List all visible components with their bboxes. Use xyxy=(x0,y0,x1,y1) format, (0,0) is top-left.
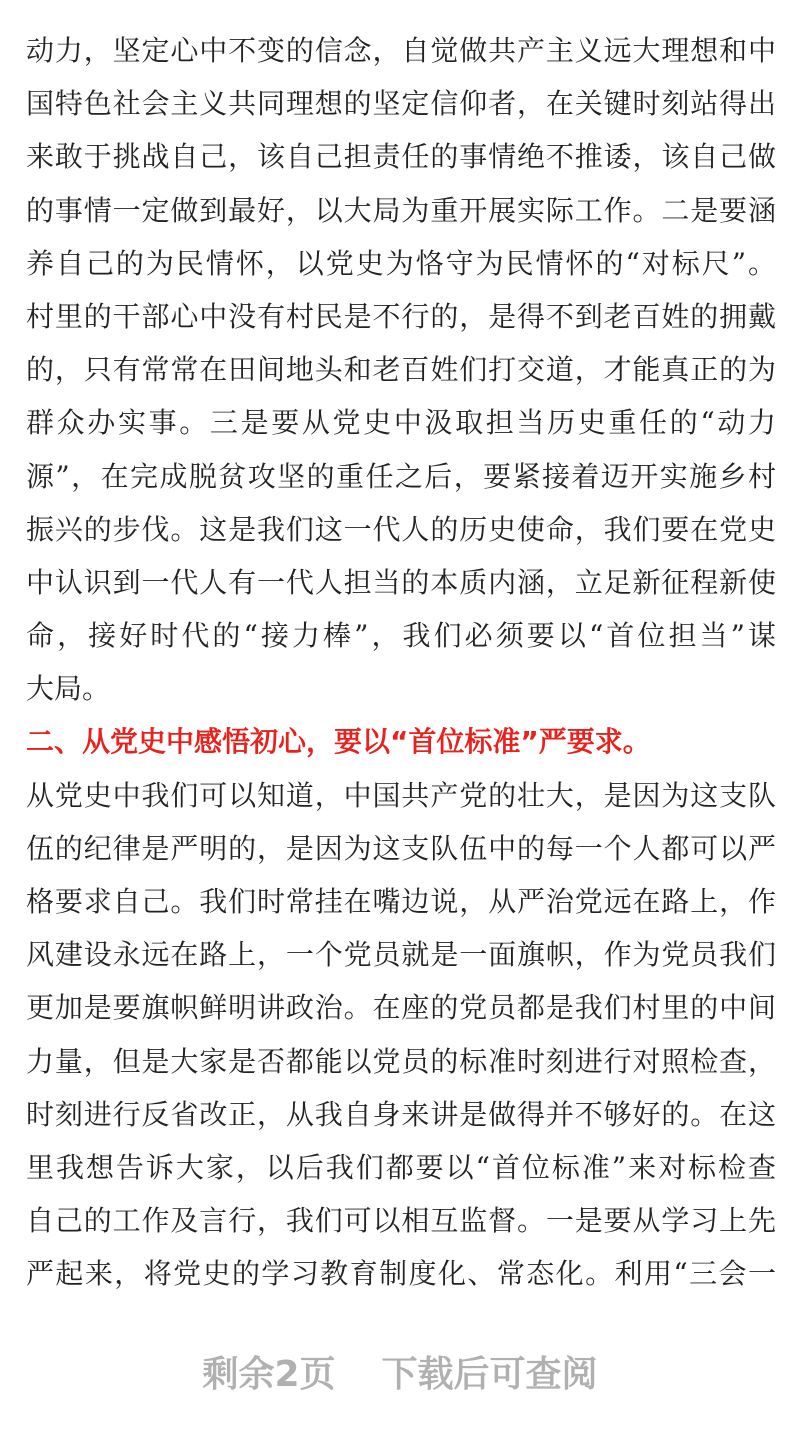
paragraph-line: 力量，但是大家是否都能以党员的标准时刻进行对照检查， xyxy=(26,1044,776,1078)
paragraph-line: 的事情一定做到最好，以大局为重开展实际工作。二是要涵 xyxy=(26,193,776,227)
paragraph-line: 时刻进行反省改正，从我自身来讲是做得并不够好的。在这 xyxy=(26,1097,776,1131)
download-prompt[interactable] xyxy=(0,1350,800,1400)
paragraph-line: 中认识到一代人有一代人担当的本质内涵，立足新征程新使 xyxy=(26,565,776,599)
paragraph-line: 更加是要旗帜鲜明讲政治。在座的党员都是我们村里的中间 xyxy=(26,991,776,1025)
paragraph-line: 风建设永远在路上，一个党员就是一面旗帜，作为党员我们 xyxy=(26,938,776,972)
paragraph-line: 动力，坚定心中不变的信念，自觉做共产主义远大理想和中 xyxy=(26,34,776,67)
paragraph-line: 从党史中我们可以知道，中国共产党的壮大，是因为这支队 xyxy=(26,778,776,812)
download-to-view-label: 下载后可查阅 xyxy=(381,1354,598,1395)
paragraph-line: 群众办实事。三是要从党史中汲取担当历史重任的“动力 xyxy=(26,406,776,440)
paragraph-line: 来敢于挑战自己，该自己担责任的事情绝不推诿，该自己做 xyxy=(26,140,776,174)
paragraph-line: 格要求自己。我们时常挂在嘴边说，从严治党远在路上，作 xyxy=(26,885,776,918)
paragraph-line: 村里的干部心中没有村民是不行的，是得不到老百姓的拥戴 xyxy=(26,299,776,333)
paragraph-line: 伍的纪律是严明的，是因为这支队伍中的每一个人都可以严 xyxy=(26,831,776,865)
paragraph-line: 振兴的步伐。这是我们这一代人的历史使命，我们要在党史 xyxy=(26,512,776,546)
section-heading: 二、从党史中感悟初心，要以“首位标准”严要求。 xyxy=(26,725,651,759)
paragraph-line: 命，接好时代的“接力棒”，我们必须要以“首位担当”谋 xyxy=(26,619,776,653)
paragraph-line: 自己的工作及言行，我们可以相互监督。一是要从学习上先 xyxy=(26,1204,776,1238)
paragraph-line: 国特色社会主义共同理想的坚定信仰者，在关键时刻站得出 xyxy=(26,87,776,121)
paragraph-line: 源”，在完成脱贫攻坚的重任之后，要紧接着迈开实施乡村 xyxy=(26,459,776,493)
document-body xyxy=(26,24,776,1301)
paragraph-line: 的，只有常常在田间地头和老百姓们打交道，才能真正的为 xyxy=(26,353,776,387)
paragraph-line: 里我想告诉大家，以后我们都要以“首位标准”来对标检查 xyxy=(26,1150,776,1184)
paragraph-line-last: 大局。 xyxy=(26,672,111,706)
paragraph-line: 严起来，将党史的学习教育制度化、常态化。利用“三会一 xyxy=(26,1257,776,1291)
paragraph-line: 养自己的为民情怀，以党史为恪守为民情怀的“对标尺”。 xyxy=(26,246,776,280)
remaining-pages-label: 剩余2页 xyxy=(202,1354,336,1395)
